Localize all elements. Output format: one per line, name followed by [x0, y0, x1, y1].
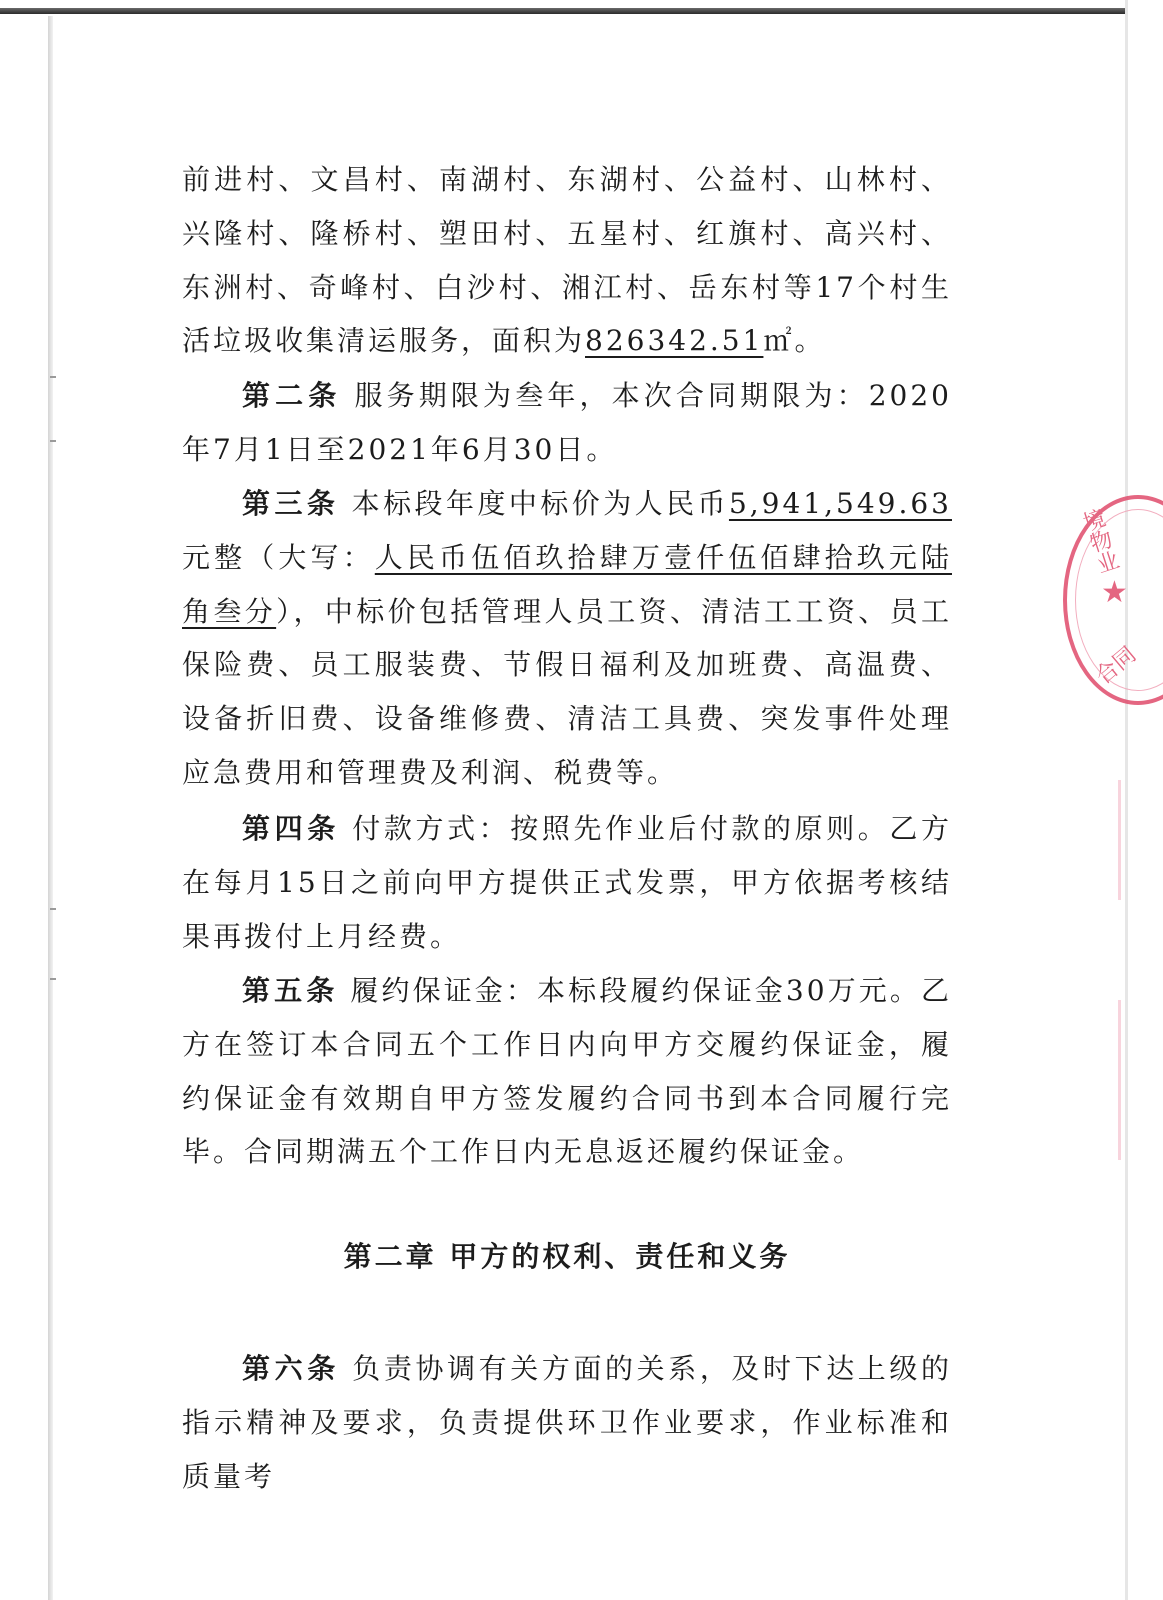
seal-text-bottom: 合同 [1091, 642, 1142, 690]
area-value: 826342.51 [585, 324, 764, 358]
bid-amount: 5,941,549.63 [728, 487, 952, 520]
binding-mark [50, 978, 56, 980]
article-6-text: 负责协调有关方面的关系，及时下达上级的指示精神及要求，负责提供环卫作业要求，作业标准和质量考 [182, 1352, 952, 1493]
seal-bleed-mark [1118, 780, 1121, 900]
article-4-text: 付款方式：按照先作业后付款的原则。乙方在每月15日之前向甲方提供正式发票，甲方依据考核结果再拨付上月经费。 [182, 812, 952, 953]
article-5-text: 履约保证金：本标段履约保证金30万元。乙方在签订本合同五个工作日内向甲方交履约保证金，履约保证金有效期自甲方签发履约合同书到本合同履行完毕。合同期满五个工作日内无息返还履约保证金。 [182, 974, 952, 1169]
binding-mark [50, 376, 56, 378]
seal-bleed-mark [1118, 1000, 1121, 1160]
article-3 [182, 477, 952, 800]
article-2 [182, 369, 952, 477]
article-4 [182, 802, 952, 963]
article-6-label: 第六条 [242, 1352, 340, 1385]
bid-amount-words: 人民币伍佰玖拾肆万壹仟伍佰肆拾玖元陆角叁分 [182, 540, 952, 628]
article-3-label: 第三条 [242, 487, 340, 520]
scan-top-edge [0, 8, 1125, 14]
article-3-post: ），中标价包括管理人员工资、清洁工工资、员工保险费、员工服装费、节假日福利及加班费、高温费、设备折旧费、设备维修费、清洁工具费、突发事件处理应急费用和管理费及利润、税费等。 [182, 594, 952, 789]
villages-text: 前进村、文昌村、南湖村、东湖村、公益村、山林村、兴隆村、隆桥村、塑田村、五星村、红旗村、高兴村、东洲村、奇峰村、白沙村、湘江村、岳东村等17个村生活垃圾收集清运服务，面积为 [182, 163, 952, 358]
chapter-2-title: 第二章 甲方的权利、责任和义务 [343, 1240, 791, 1273]
article-3-pre: 本标段年度中标价为人民币 [351, 487, 729, 520]
scan-right-edge [1125, 0, 1128, 1600]
seal-star-icon: ★ [1101, 575, 1128, 610]
binding-mark [50, 908, 56, 910]
binding-mark [50, 440, 56, 442]
scan-left-edge [48, 16, 53, 1600]
seal-text-top: 境物业 [1076, 506, 1122, 577]
article-5 [182, 964, 952, 1179]
article-5-label: 第五条 [242, 974, 339, 1007]
article-2-label: 第二条 [242, 379, 342, 412]
paragraph-villages [182, 153, 952, 368]
article-6 [182, 1342, 952, 1503]
area-unit: ㎡。 [763, 324, 826, 358]
article-3-mid: 元整（大写： [182, 540, 375, 574]
company-seal [1063, 495, 1163, 705]
article-4-label: 第四条 [242, 812, 340, 845]
article-2-text: 服务期限为叁年，本次合同期限为：2020年7月1日至2021年6月30日。 [182, 379, 952, 466]
